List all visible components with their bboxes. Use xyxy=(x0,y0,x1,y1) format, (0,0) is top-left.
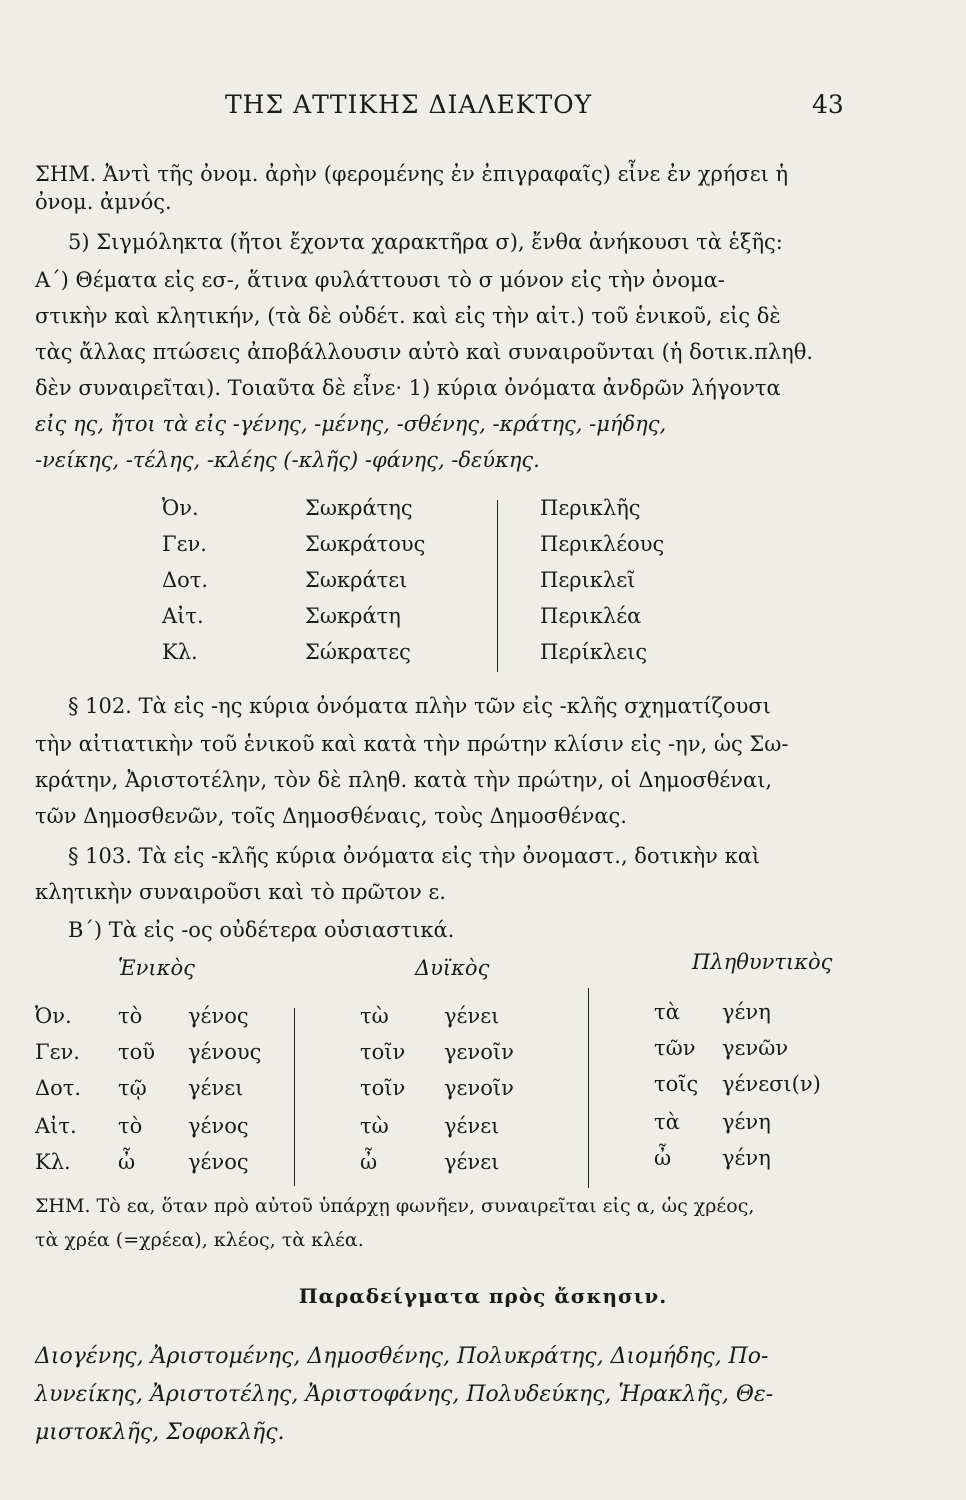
paragraph-line: Α΄) Θέματα εἰς εσ-, ἅτινα φυλάττουσι τὸ σ μόνον εἰς τὴν ὀνομα- xyxy=(35,268,725,292)
section-b-heading: Β΄) Τὰ εἰς -ος οὐδέτερα οὐσιαστικά. xyxy=(68,918,455,942)
running-title: ΤΗΣ ΑΤΤΙΚΗΣ ΔΙΑΛΕΚΤΟΥ xyxy=(225,90,593,119)
paragraph-line: δὲν συναιρεῖται). Τοιαῦτα δὲ εἶνε· 1) κύρια ὀνόματα ἀνδρῶν λήγοντα xyxy=(35,376,781,400)
noun-cell: γένει xyxy=(188,1076,244,1100)
article-cell: τὼ xyxy=(360,1114,389,1138)
table-cell: Περικλεῖ xyxy=(540,568,636,592)
column-header: Πληθυντικὸς xyxy=(692,950,833,974)
case-label: Αἰτ. xyxy=(35,1114,77,1138)
note-2-line-1: ΣΗΜ. Τὸ εα, ὅταν πρὸ αὐτοῦ ὑπάρχῃ φωνῆεν, συναιρεῖται εἰς α, ὡς χρέος, xyxy=(35,1195,755,1217)
case-label: Γεν. xyxy=(35,1040,80,1064)
article-cell: ὦ xyxy=(118,1150,136,1174)
table-cell: Σώκρατες xyxy=(305,640,411,664)
article-cell: τοῦ xyxy=(118,1040,156,1064)
section-5-heading: 5) Σιγμόληκτα (ἤτοι ἔχοντα χαρακτῆρα σ), ἔνθα ἀνήκουσι τὰ ἑξῆς: xyxy=(68,230,783,254)
noun-cell: γένη xyxy=(722,1146,771,1170)
noun-cell: γενῶν xyxy=(722,1036,789,1060)
article-cell: ὦ xyxy=(360,1150,378,1174)
article-cell: τὼ xyxy=(360,1004,389,1028)
table-cell: Περικλέα xyxy=(540,604,642,628)
article-cell: τῶν xyxy=(654,1036,696,1060)
article-cell: τὸ xyxy=(118,1004,143,1028)
noun-cell: γενοῖν xyxy=(444,1076,514,1100)
noun-cell: γενοῖν xyxy=(444,1040,514,1064)
article-cell: τοῖν xyxy=(360,1076,406,1100)
note-2-line-2: τὰ χρέα (=χρέεα), κλέος, τὰ κλέα. xyxy=(35,1229,364,1251)
case-label: Ὀν. xyxy=(35,1004,72,1028)
table-cell: Περίκλεις xyxy=(540,640,648,664)
article-cell: τὰ xyxy=(654,1110,680,1134)
table-cell: Σωκράτη xyxy=(305,604,401,628)
noun-cell: γένους xyxy=(188,1040,262,1064)
paragraph-line: κλητικὴν συναιροῦσι καὶ τὸ πρῶτον ε. xyxy=(35,880,446,904)
paragraph-line: τὴν αἰτιατικὴν τοῦ ἑνικοῦ καὶ κατὰ τὴν πρώτην κλίσιν εἰς -ην, ὡς Σω- xyxy=(35,732,789,756)
noun-cell: γένος xyxy=(188,1004,249,1028)
noun-cell: γένος xyxy=(188,1150,249,1174)
noun-cell: γένει xyxy=(444,1114,500,1138)
note-line-2: ὀνομ. ἀμνός. xyxy=(35,190,172,214)
case-label: Ὀν. xyxy=(162,496,199,520)
page-number: 43 xyxy=(812,90,844,119)
noun-cell: γένεσι(ν) xyxy=(722,1072,821,1096)
article-cell: τῷ xyxy=(118,1076,147,1100)
article-cell: ὦ xyxy=(654,1146,672,1170)
table-cell: Περικλῆς xyxy=(540,496,641,520)
paragraph-line: τὰς ἄλλας πτώσεις ἀποβάλλουσιν αὐτὸ καὶ συναιροῦνται (ἡ δοτικ.πληθ. xyxy=(35,340,814,364)
case-label: Κλ. xyxy=(162,640,198,664)
noun-cell: γένος xyxy=(188,1114,249,1138)
exercises-title: Παραδείγματα πρὸς ἄσκησιν. xyxy=(298,1284,668,1308)
paragraph-line: εἰς ης, ἤτοι τὰ εἰς -γένης, -μένης, -σθένης, -κράτης, -μήδης, xyxy=(35,412,667,436)
case-label: Γεν. xyxy=(162,532,207,556)
noun-cell: γένη xyxy=(722,1110,771,1134)
section-102-line: § 102. Τὰ εἰς -ης κύρια ὀνόματα πλὴν τῶν εἰς -κλῆς σχηματίζουσι xyxy=(68,694,771,718)
table-cell: Περικλέους xyxy=(540,532,665,556)
noun-cell: γένει xyxy=(444,1150,500,1174)
case-label: Δοτ. xyxy=(35,1076,82,1100)
article-cell: τοῖς xyxy=(654,1072,699,1096)
column-header: Δυϊκὸς xyxy=(415,956,490,980)
case-label: Δοτ. xyxy=(162,568,209,592)
note-line-1: ΣΗΜ. Ἀντὶ τῆς ὀνομ. ἀρὴν (φερομένης ἐν ἐπιγραφαῖς) εἶνε ἐν χρήσει ἡ xyxy=(35,162,789,186)
table-cell: Σωκράτει xyxy=(305,568,408,592)
exercise-line: Διογένης, Ἀριστομένης, Δημοσθένης, Πολυκράτης, Διομήδης, Πο- xyxy=(35,1344,769,1369)
exercise-line: λυνείκης, Ἀριστοτέλης, Ἀριστοφάνης, Πολυδεύκης, Ἡρακλῆς, Θε- xyxy=(35,1382,774,1407)
column-header: Ἑνικὸς xyxy=(118,956,195,980)
column-divider xyxy=(294,1008,295,1186)
case-label: Κλ. xyxy=(35,1150,71,1174)
table-cell: Σωκράτους xyxy=(305,532,426,556)
column-divider xyxy=(588,988,589,1188)
paragraph-line: -νείκης, -τέλης, -κλέης (-κλῆς) -φάνης, -δεύκης. xyxy=(35,448,540,472)
section-103-line: § 103. Τὰ εἰς -κλῆς κύρια ὀνόματα εἰς τὴν ὀνομαστ., δοτικὴν καὶ xyxy=(68,844,761,868)
case-label: Αἰτ. xyxy=(162,604,204,628)
paragraph-line: τῶν Δημοσθενῶν, τοῖς Δημοσθέναις, τοὺς Δημοσθένας. xyxy=(35,804,627,828)
noun-cell: γένη xyxy=(722,1000,771,1024)
table-cell: Σωκράτης xyxy=(305,496,413,520)
paragraph-line: κράτην, Ἀριστοτέλην, τὸν δὲ πληθ. κατὰ τὴν πρώτην, οἱ Δημοσθέναι, xyxy=(35,768,773,792)
paragraph-line: στικὴν καὶ κλητικήν, (τὰ δὲ οὐδέτ. καὶ εἰς τὴν αἰτ.) τοῦ ἑνικοῦ, εἰς δὲ xyxy=(35,304,781,328)
article-cell: τὸ xyxy=(118,1114,143,1138)
article-cell: τοῖν xyxy=(360,1040,406,1064)
noun-cell: γένει xyxy=(444,1004,500,1028)
page-header xyxy=(0,90,966,130)
exercise-line: μιστοκλῆς, Σοφοκλῆς. xyxy=(35,1420,285,1445)
article-cell: τὰ xyxy=(654,1000,680,1024)
column-divider xyxy=(497,500,498,672)
